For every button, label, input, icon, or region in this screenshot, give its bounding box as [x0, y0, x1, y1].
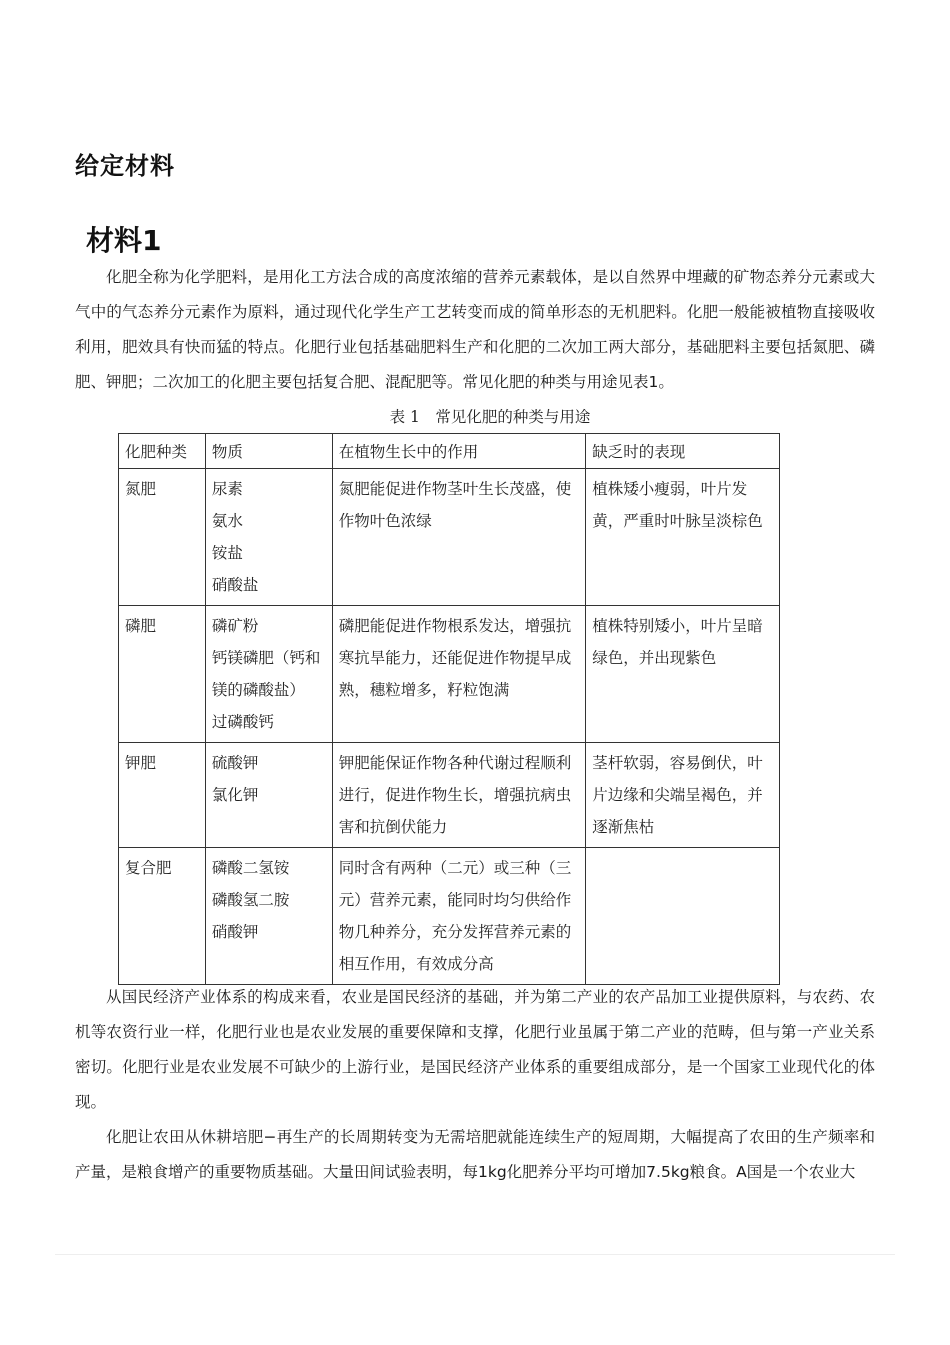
material-paragraph-3: 化肥让农田从休耕培肥−再生产的长周期转变为无需培肥就能连续生产的短周期，大幅提高了农田的生产频率和产量，是粮食增产的重要物质基础。大量田间试验表明，每1kg化肥养分平均可增加7.5kg粮食。A国是一个农业大 [75, 1128, 875, 1181]
header-type: 化肥种类 [119, 434, 206, 469]
cell-substances [205, 743, 332, 848]
cell-type: 复合肥 [119, 848, 206, 985]
page-footer-divider [55, 1254, 895, 1255]
cell-substances [205, 606, 332, 743]
substance-item: 氯化钾 [211, 786, 259, 804]
table-row [119, 743, 780, 848]
cell-substances [205, 469, 332, 606]
cell-deficiency: 茎杆软弱，容易倒伏，叶片边缘和尖端呈褐色，并逐渐焦枯 [586, 743, 780, 848]
cell-type: 磷肥 [119, 606, 206, 743]
header-effect: 在植物生长中的作用 [332, 434, 586, 469]
substance-item: 磷酸二氢铵 [211, 859, 290, 877]
cell-deficiency [586, 848, 780, 985]
cell-type: 钾肥 [119, 743, 206, 848]
cell-type: 氮肥 [119, 469, 206, 606]
substance-item: 硝酸钾 [211, 923, 259, 941]
cell-effect: 同时含有两种（二元）或三种（三元）营养元素，能同时均匀供给作物几种养分，充分发挥营养元素的相互作用，有效成分高 [332, 848, 586, 985]
header-substance: 物质 [205, 434, 332, 469]
fertilizer-table [118, 433, 780, 985]
material-title: 材料1 [86, 224, 162, 257]
table-row [119, 469, 780, 606]
substance-item: 硝酸盐 [211, 576, 259, 594]
cell-substances [205, 848, 332, 985]
material-paragraph-2: 从国民经济产业体系的构成来看，农业是国民经济的基础，并为第二产业的农产品加工业提供原料，与农药、农机等农资行业一样，化肥行业也是农业发展的重要保障和支撑，化肥行业虽属于第二产业的范畴，但与第一产业关系密切。化肥行业是农业发展不可缺少的上游行业，是国民经济产业体系的重要组成部分，是一个国家工业现代化的体现。 [75, 988, 875, 1111]
table-row [119, 606, 780, 743]
table-header-row [119, 434, 780, 469]
cell-deficiency: 植株特别矮小，叶片呈暗绿色，并出现紫色 [586, 606, 780, 743]
substance-item: 氨水 [211, 512, 243, 530]
cell-effect: 磷肥能促进作物根系发达，增强抗寒抗旱能力，还能促进作物提早成熟，穗粒增多，籽粒饱满 [332, 606, 586, 743]
substance-item: 磷酸氢二胺 [211, 891, 290, 909]
substance-item: 过磷酸钙 [211, 713, 274, 731]
table-caption: 表 1 常见化肥的种类与用途 [389, 408, 591, 426]
substance-item: 硫酸钾 [211, 754, 259, 772]
substance-item: 铵盐 [211, 544, 243, 562]
table-row [119, 848, 780, 985]
substance-item: 尿素 [211, 480, 243, 498]
material-paragraph-1: 化肥全称为化学肥料，是用化工方法合成的高度浓缩的营养元素载体，是以自然界中埋藏的矿物态养分元素或大气中的气态养分元素作为原料，通过现代化学生产工艺转变而成的简单形态的无机肥料。化肥一般能被植物直接吸收利用，肥效具有快而猛的特点。化肥行业包括基础肥料生产和化肥的二次加工两大部分，基础肥料主要包括氮肥、磷肥、钾肥；二次加工的化肥主要包括复合肥、混配肥等。常见化肥的种类与用途见表1。 [75, 268, 875, 391]
substance-item: 磷矿粉 [211, 617, 259, 635]
cell-deficiency: 植株矮小瘦弱，叶片发黄，严重时叶脉呈淡棕色 [586, 469, 780, 606]
cell-effect: 氮肥能促进作物茎叶生长茂盛，使作物叶色浓绿 [332, 469, 586, 606]
header-deficiency: 缺乏时的表现 [586, 434, 780, 469]
substance-item: 钙镁磷肥（钙和镁的磷酸盐） [211, 649, 321, 699]
page-heading: 给定材料 [75, 152, 175, 180]
cell-effect: 钾肥能保证作物各种代谢过程顺利进行，促进作物生长，增强抗病虫害和抗倒伏能力 [332, 743, 586, 848]
